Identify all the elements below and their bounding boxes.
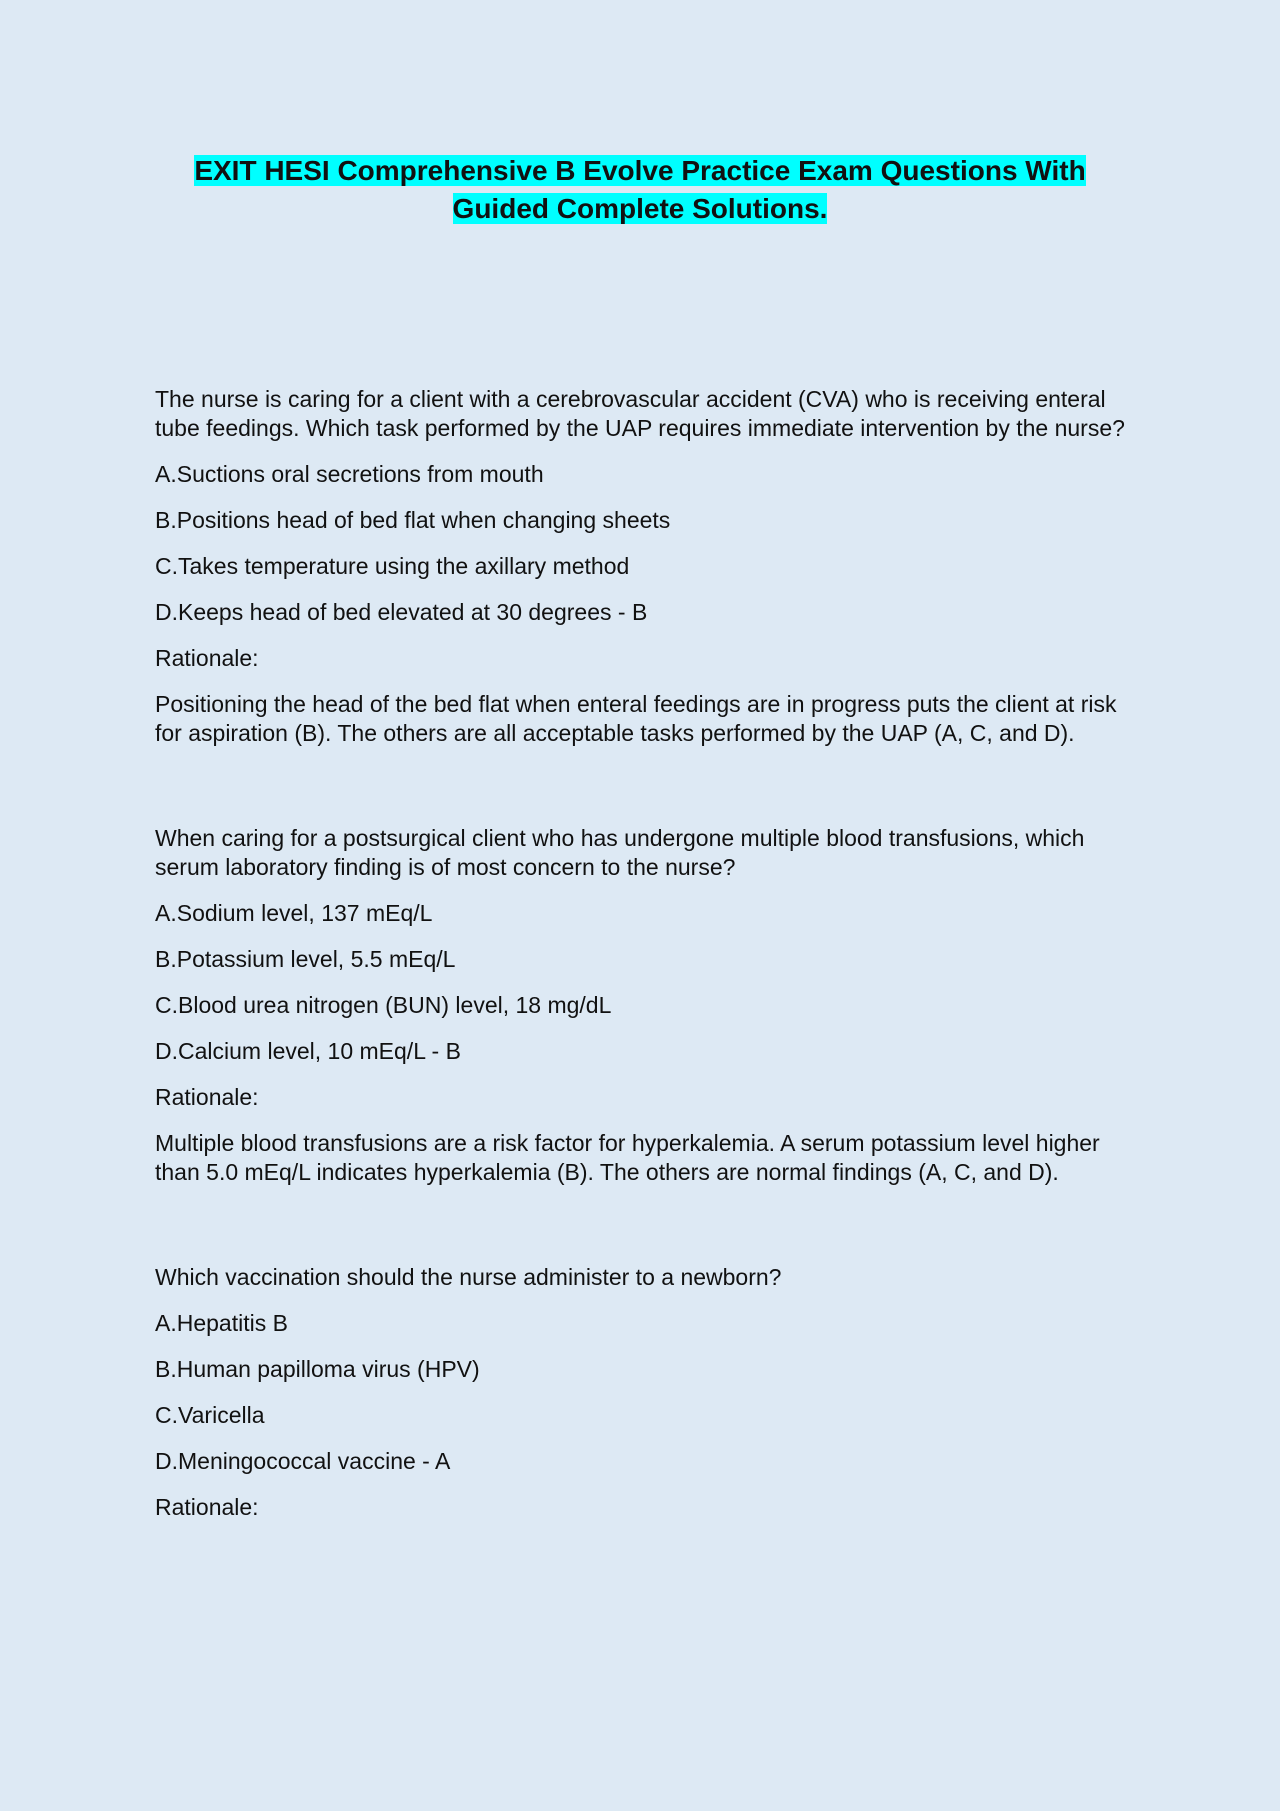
rationale-text: Positioning the head of the bed flat when enteral feedings are in progress puts the client at risk for aspiration (B). The others are all acceptable tasks performed by the UAP (A, C, and D). [155, 691, 1117, 746]
answer-option-c: C.Blood urea nitrogen (BUN) level, 18 mg/dL [155, 992, 612, 1018]
rationale-label: Rationale: [155, 1084, 259, 1110]
answer-option-a: A.Hepatitis B [155, 1310, 288, 1336]
answer-option-d: D.Meningococcal vaccine - A [155, 1448, 451, 1474]
answer-option-c: C.Varicella [155, 1402, 265, 1428]
answer-option-b: B.Human papilloma virus (HPV) [155, 1356, 480, 1382]
rationale-label: Rationale: [155, 645, 259, 671]
answer-option-d: D.Keeps head of bed elevated at 30 degrees - B [155, 599, 648, 625]
document-title [155, 152, 1125, 228]
question-text: The nurse is caring for a client with a cerebrovascular accident (CVA) who is receiving enteral tube feedings. Which task performed by the UAP requires immediate intervention by the nurse? [155, 386, 1125, 441]
question-block-1 [155, 385, 1130, 748]
question-block-3 [155, 1263, 1130, 1522]
rationale-text: Multiple blood transfusions are a risk factor for hyperkalemia. A serum potassium level higher than 5.0 mEq/L indicates hyperkalemia (B). The others are normal findings (A, C, and D). [155, 1130, 1100, 1185]
answer-option-b: B.Positions head of bed flat when changing sheets [155, 507, 671, 533]
question-block-2 [155, 824, 1130, 1187]
document-body [155, 385, 1130, 1598]
answer-option-a: A.Sodium level, 137 mEq/L [155, 900, 433, 926]
answer-option-b: B.Potassium level, 5.5 mEq/L [155, 946, 456, 972]
question-text: When caring for a postsurgical client who has undergone multiple blood transfusions, which serum laboratory finding is of most concern to the nurse? [155, 825, 1085, 880]
answer-option-c: C.Takes temperature using the axillary method [155, 553, 630, 579]
answer-option-a: A.Suctions oral secretions from mouth [155, 461, 544, 487]
question-text: Which vaccination should the nurse administer to a newborn? [155, 1264, 782, 1290]
title-line-1: EXIT HESI Comprehensive B Evolve Practice Exam Questions With [194, 155, 1086, 186]
rationale-label: Rationale: [155, 1494, 259, 1520]
answer-option-d: D.Calcium level, 10 mEq/L - B [155, 1038, 461, 1064]
title-line-2: Guided Complete Solutions. [452, 193, 828, 224]
